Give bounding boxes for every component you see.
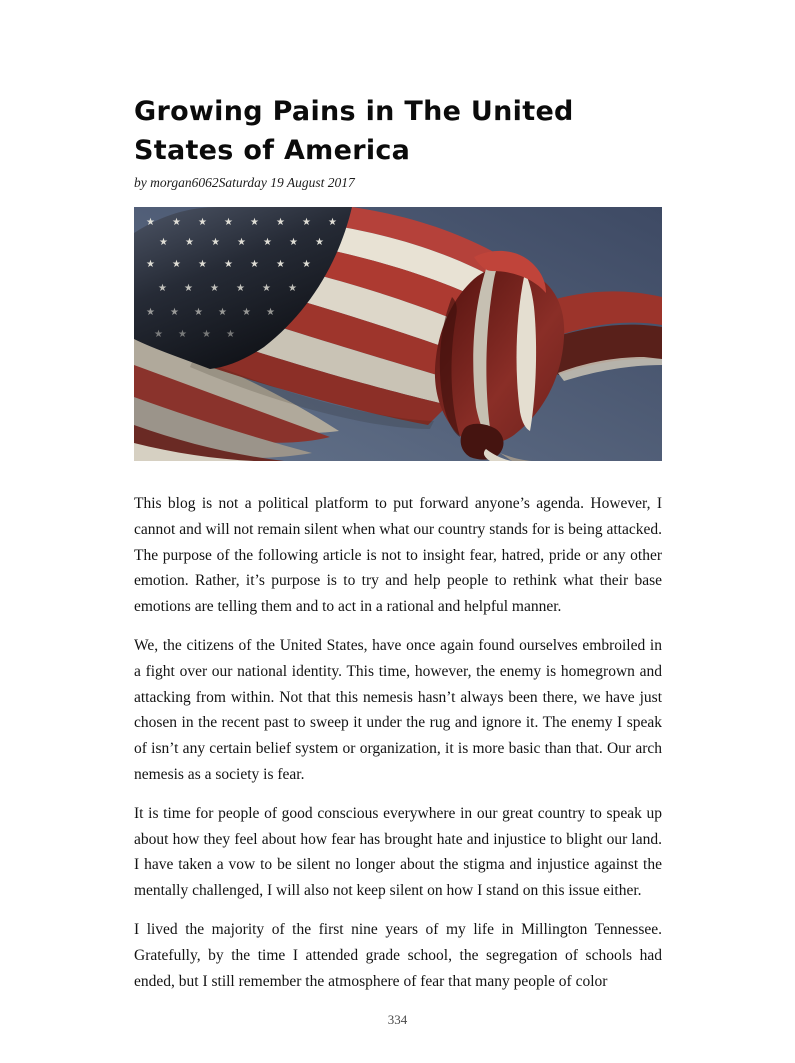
svg-text:★: ★ bbox=[185, 237, 194, 248]
article-paragraph: This blog is not a political platform to put forward anyone’s agenda. However, I cannot and will not remain silent when what our country stands for is being attacked. The purpose of the following article is not to insight fear, hatred, pride or any other emotion. Rather, it’s purpose is to try and help people to rethink what their base emotions are telling them and to act in a rational and helpful manner. bbox=[134, 495, 662, 616]
svg-text:★: ★ bbox=[146, 307, 155, 318]
svg-text:★: ★ bbox=[250, 217, 259, 228]
svg-text:★: ★ bbox=[276, 217, 285, 228]
svg-text:★: ★ bbox=[146, 217, 155, 228]
svg-text:★: ★ bbox=[198, 217, 207, 228]
article-body bbox=[134, 491, 662, 994]
page-number: 334 bbox=[387, 1012, 408, 1027]
svg-text:★: ★ bbox=[302, 259, 311, 270]
svg-text:★: ★ bbox=[288, 283, 297, 294]
svg-text:★: ★ bbox=[226, 329, 235, 340]
article-content bbox=[134, 0, 662, 1007]
svg-text:★: ★ bbox=[194, 307, 203, 318]
article-paragraph: I lived the majority of the first nine years of my life in Millington Tennessee. Gratefully, by the time I attended grade school, the segregation of schools had ended, but I still remember the atmosphere of fear that many people of color bbox=[134, 920, 662, 990]
svg-text:★: ★ bbox=[202, 329, 211, 340]
svg-text:★: ★ bbox=[172, 259, 181, 270]
svg-text:★: ★ bbox=[263, 237, 272, 248]
svg-text:★: ★ bbox=[224, 217, 233, 228]
article-byline: by morgan6062Saturday 19 August 2017 bbox=[134, 175, 355, 190]
svg-text:★: ★ bbox=[210, 283, 219, 294]
svg-text:★: ★ bbox=[289, 237, 298, 248]
article-paragraph: We, the citizens of the United States, have once again found ourselves embroiled in a fight over our national identity. This time, however, the enemy is homegrown and attacking from within. Not that this nemesis hasn’t always been there, we have just chosen in the recent past to sweep it under the rug and ignore it. The enemy I speak of isn’t any certain belief system or organization, it is more basic than that. Our arch nemesis as a society is fear. bbox=[134, 636, 662, 783]
svg-text:★: ★ bbox=[236, 283, 245, 294]
svg-text:★: ★ bbox=[266, 307, 275, 318]
svg-text:★: ★ bbox=[224, 259, 233, 270]
article-title: Growing Pains in The United States of America bbox=[134, 96, 574, 166]
american-flag-illustration bbox=[134, 207, 662, 461]
svg-text:★: ★ bbox=[154, 329, 163, 340]
svg-text:★: ★ bbox=[250, 259, 259, 270]
svg-text:★: ★ bbox=[198, 259, 207, 270]
article-paragraph: It is time for people of good conscious everywhere in our great country to speak up about how they feel about how fear has brought hate and injustice to blight our land. I have taken a vow to be silent no longer about the stigma and injustice against the mentally challenged, I will also not keep silent on how I stand on this issue either. bbox=[134, 804, 662, 900]
svg-text:★: ★ bbox=[211, 237, 220, 248]
svg-text:★: ★ bbox=[178, 329, 187, 340]
svg-text:★: ★ bbox=[237, 237, 246, 248]
svg-text:★: ★ bbox=[170, 307, 179, 318]
svg-text:★: ★ bbox=[302, 217, 311, 228]
svg-text:★: ★ bbox=[262, 283, 271, 294]
svg-text:★: ★ bbox=[146, 259, 155, 270]
svg-text:★: ★ bbox=[159, 237, 168, 248]
flag-photo bbox=[134, 207, 662, 461]
svg-text:★: ★ bbox=[328, 217, 337, 228]
svg-text:★: ★ bbox=[242, 307, 251, 318]
svg-text:★: ★ bbox=[315, 237, 324, 248]
svg-text:★: ★ bbox=[184, 283, 193, 294]
svg-text:★: ★ bbox=[172, 217, 181, 228]
svg-text:★: ★ bbox=[218, 307, 227, 318]
svg-text:★: ★ bbox=[158, 283, 167, 294]
svg-text:★: ★ bbox=[276, 259, 285, 270]
